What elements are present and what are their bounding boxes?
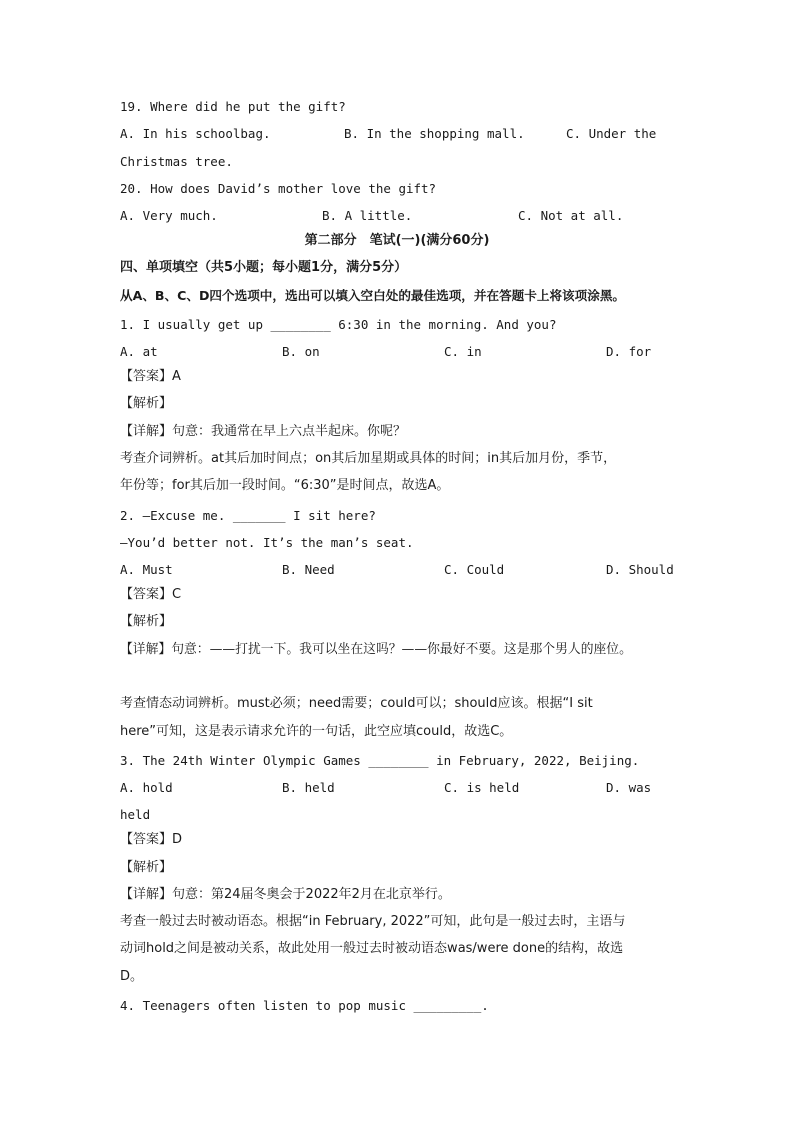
item1-detail: 【详解】句意：我通常在早上六点半起床。你呢？ bbox=[120, 424, 407, 439]
item3-explanation-line2: 动词hold之间是被动关系，故此处用一般过去时被动语态was/were done的结构，故选 bbox=[120, 941, 624, 956]
item2-option-b: B. Need bbox=[282, 562, 335, 577]
q19-option-a: A. In his schoolbag. bbox=[120, 126, 271, 141]
item2-option-d: D. Should bbox=[606, 562, 674, 577]
item2-answer: 【答案】C bbox=[120, 587, 182, 602]
item2-analysis-label: 【解析】 bbox=[120, 614, 173, 629]
item1-analysis-label: 【解析】 bbox=[120, 396, 173, 411]
item3-question: 3. The 24th Winter Olympic Games ________ in February, 2022, Beijing. bbox=[120, 753, 640, 768]
item3-option-d: D. was bbox=[606, 780, 652, 795]
item2-detail: 【详解】句意：——打扰一下。我可以坐在这吗？——你最好不要。这是那个男人的座位。 bbox=[120, 642, 632, 657]
item1-option-c: C. in bbox=[444, 344, 482, 359]
section-title: 四、单项填空（共5小题；每小题1分，满分5分） bbox=[120, 260, 408, 275]
q20-option-b: B. A little. bbox=[322, 208, 413, 223]
item1-explanation-line2: 年份等；for其后加一段时间。“6:30”是时间点，故选A。 bbox=[120, 478, 450, 493]
item2-explanation-line2: here”可知，这是表示请求允许的一句话，此空应填could，故选C。 bbox=[120, 724, 513, 739]
item1-explanation-line1: 考查介词辨析。at其后加时间点；on其后加星期或具体的时间；in其后加月份，季节， bbox=[120, 451, 617, 466]
item2-option-a: A. Must bbox=[120, 562, 173, 577]
item4-question: 4. Teenagers often listen to pop music _________. bbox=[120, 998, 489, 1013]
q19-question: 19. Where did he put the gift? bbox=[120, 99, 346, 114]
item2-question-line1: 2. —Excuse me. _______ I sit here? bbox=[120, 508, 376, 523]
q19-option-b: B. In the shopping mall. bbox=[344, 126, 525, 141]
item3-option-c: C. is held bbox=[444, 780, 520, 795]
item3-detail: 【详解】句意：第24届冬奥会于2022年2月在北京举行。 bbox=[120, 887, 451, 902]
section-instruction: 从A、B、C、D四个选项中，选出可以填入空白处的最佳选项，并在答题卡上将该项涂黑。 bbox=[120, 288, 626, 303]
item1-option-a: A. at bbox=[120, 344, 158, 359]
item3-analysis-label: 【解析】 bbox=[120, 860, 173, 875]
q19-option-c-continuation: Christmas tree. bbox=[120, 154, 233, 169]
item3-option-a: A. hold bbox=[120, 780, 173, 795]
item2-option-c: C. Could bbox=[444, 562, 505, 577]
item3-option-d-continuation: held bbox=[120, 807, 151, 822]
q19-option-c: C. Under the bbox=[566, 126, 657, 141]
item3-explanation-line1: 考查一般过去时被动语态。根据“in February, 2022”可知，此句是一般过去时，主语与 bbox=[120, 914, 626, 929]
q20-option-a: A. Very much. bbox=[120, 208, 218, 223]
item3-option-b: B. held bbox=[282, 780, 335, 795]
q20-option-c: C. Not at all. bbox=[518, 208, 624, 223]
item1-question: 1. I usually get up ________ 6:30 in the morning. And you? bbox=[120, 317, 557, 332]
item2-question-line2: —You’d better not. It’s the man’s seat. bbox=[120, 535, 414, 550]
item1-option-d: D. for bbox=[606, 344, 652, 359]
item3-answer: 【答案】D bbox=[120, 832, 183, 847]
item2-explanation-line1: 考查情态动词辨析。must必须；need需要；could可以；should应该。根据“I sit bbox=[120, 696, 593, 711]
item1-option-b: B. on bbox=[282, 344, 320, 359]
q20-question: 20. How does David’s mother love the gift? bbox=[120, 181, 437, 196]
item3-explanation-line3: D。 bbox=[120, 969, 144, 984]
item1-answer: 【答案】A bbox=[120, 369, 181, 384]
part-title: 第二部分 笔试(一)(满分60分) bbox=[304, 233, 490, 248]
